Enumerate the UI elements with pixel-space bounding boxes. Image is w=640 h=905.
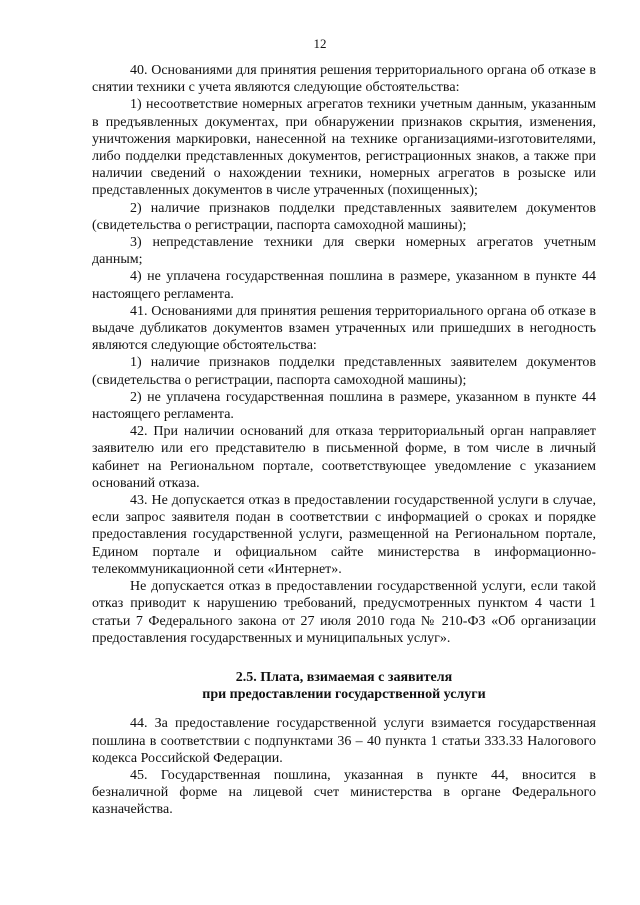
page-number: 12: [313, 36, 327, 51]
section-heading-line-1: 2.5. Плата, взимаемая с заявителя: [235, 669, 453, 685]
paragraph-41-item-2: 2) не уплачена государственная пошлина в размере, указанном в пункте 44 настоящего регламента.: [92, 389, 596, 423]
paragraph-41-item-1: 1) наличие признаков подделки представленных заявителем документов (свидетельства о регистрации, паспорта самоходной машины);: [92, 355, 596, 388]
section-heading-line-2: при предоставлении государственной услуги: [202, 687, 486, 703]
paragraph-42: 42. При наличии оснований для отказа территориальный орган направляет заявителю или его представителю в письменной форме, в том числе в личный кабинет на Региональном портале, соответствующее уведомление с указанием оснований отказа.: [92, 424, 596, 491]
paragraph-40-item-3: 3) непредставление техники для сверки номерных агрегатов учетным данным;: [92, 235, 596, 268]
paragraph-40: 40. Основаниями для принятия решения территориального органа об отказе в снятии техники с учета являются следующие обстоятельства:: [92, 63, 596, 96]
paragraph-43-continuation: Не допускается отказ в предоставлении государственной услуги, если такой отказ приводит к нарушению требований, предусмотренных пунктом 4 части 1 статьи 7 Федерального закона от 27 июля 2010 года № 210-ФЗ «Об организации предоставления государственных и муниципальных услуг».: [92, 579, 596, 646]
paragraph-45: 45. Государственная пошлина, указанная в пункте 44, вносится в безналичной форме на лицевой счет министерства в органе Федерального казначейства.: [92, 767, 596, 818]
paragraph-43: 43. Не допускается отказ в предоставлении государственной услуги в случае, если запрос заявителя подан в соответствии с информацией о сроках и порядке предоставления государственной услуги, размещенной на Региональном портале, Едином портале и официальном сайте министерства в информационно-телекоммуникационной сети «Интернет».: [92, 493, 596, 577]
paragraph-40-item-4: 4) не уплачена государственная пошлина в размере, указанном в пункте 44 настоящего регламента.: [92, 269, 596, 302]
paragraph-40-item-2: 2) наличие признаков подделки представленных заявителем документов (свидетельства о регистрации, паспорта самоходной машины);: [92, 200, 596, 233]
section-heading: [92, 669, 596, 703]
paragraph-40-item-1: 1) несоответствие номерных агрегатов техники учетным данным, указанным в предъявленных документах, при обнаружении признаков скрытия, изменения, уничтожения маркировки, нанесенной на технике организациями-изготовителями, либо подделки представленных документов, регистрационных знаков, а также при наличии сведений о нахождении техники, номерных агрегатов в розыске или представленных документов в числе утраченных (похищенных);: [92, 97, 596, 199]
paragraph-44: 44. За предоставление государственной услуги взимается государственная пошлина в соответствии с подпунктами 36 – 40 пункта 1 статьи 333.33 Налогового кодекса Российской Федерации.: [92, 716, 596, 766]
paragraph-41: 41. Основаниями для принятия решения территориального органа об отказе в выдаче дубликатов документов взамен утраченных или пришедших в негодность являются следующие обстоятельства:: [92, 303, 596, 354]
document-body: [92, 62, 596, 819]
